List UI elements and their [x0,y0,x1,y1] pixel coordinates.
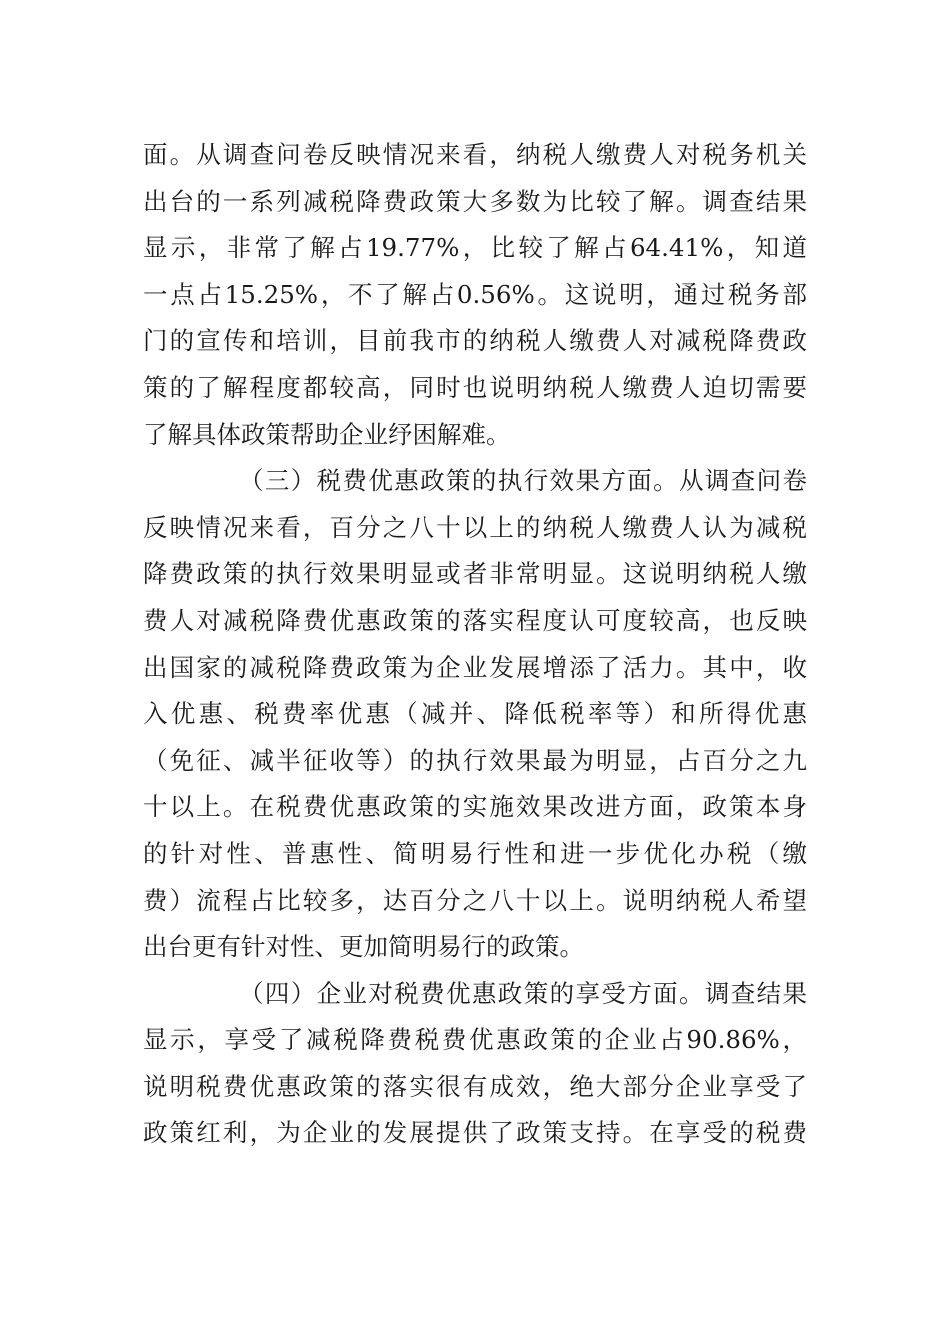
text-line: 费）流程占比较多，达百分之八十以上。说明纳税人希望 [143,885,807,915]
text-line: 出国家的减税降费政策为企业发展增添了活力。其中，收 [143,652,807,682]
text-line: 降费政策的执行效果明显或者非常明显。这说明纳税人缴 [143,559,807,589]
body-text [143,132,807,1157]
text-line: 十以上。在税费优惠政策的实施效果改进方面，政策本身 [143,792,807,822]
text-line: （免征、减半征收等）的执行效果最为明显，占百分之九 [143,745,807,775]
section-heading-line: （四）企业对税费优惠政策的享受方面。调查结果 [239,978,807,1008]
text-line: 显示，非常了解占19.77%，比较了解占64.41%，知道 [143,233,807,263]
section-heading-line: （三）税费优惠政策的执行效果方面。从调查问卷 [239,466,807,496]
text-line: 一点占15.25%，不了解占0.56%。这说明，通过税务部 [143,279,807,309]
text-line: 的针对性、普惠性、简明易行性和进一步优化办税（缴 [143,838,807,868]
text-line: 策的了解程度都较高，同时也说明纳税人缴费人迫切需要 [143,372,807,402]
text-line: 反映情况来看，百分之八十以上的纳税人缴费人认为减税 [143,512,807,542]
text-line: 门的宣传和培训，目前我市的纳税人缴费人对减税降费政 [143,326,807,356]
text-line: 费人对减税降费优惠政策的落实程度认可度较高，也反映 [143,605,807,635]
text-line: 了解具体政策帮助企业纾困解难。 [143,419,511,449]
text-line: 入优惠、税费率优惠（减并、降低税率等）和所得优惠 [143,699,807,729]
text-line: 说明税费优惠政策的落实很有成效，绝大部分企业享受了 [143,1071,807,1101]
text-line: 出台更有针对性、更加简明易行的政策。 [143,932,584,962]
text-line: 出台的一系列减税降费政策大多数为比较了解。调查结果 [143,186,807,216]
text-line: 面。从调查问卷反映情况来看，纳税人缴费人对税务机关 [143,140,807,169]
text-line: 显示，享受了减税降费税费优惠政策的企业占90.86%， [143,1025,807,1055]
text-line: 政策红利，为企业的发展提供了政策支持。在享受的税费 [143,1118,807,1148]
